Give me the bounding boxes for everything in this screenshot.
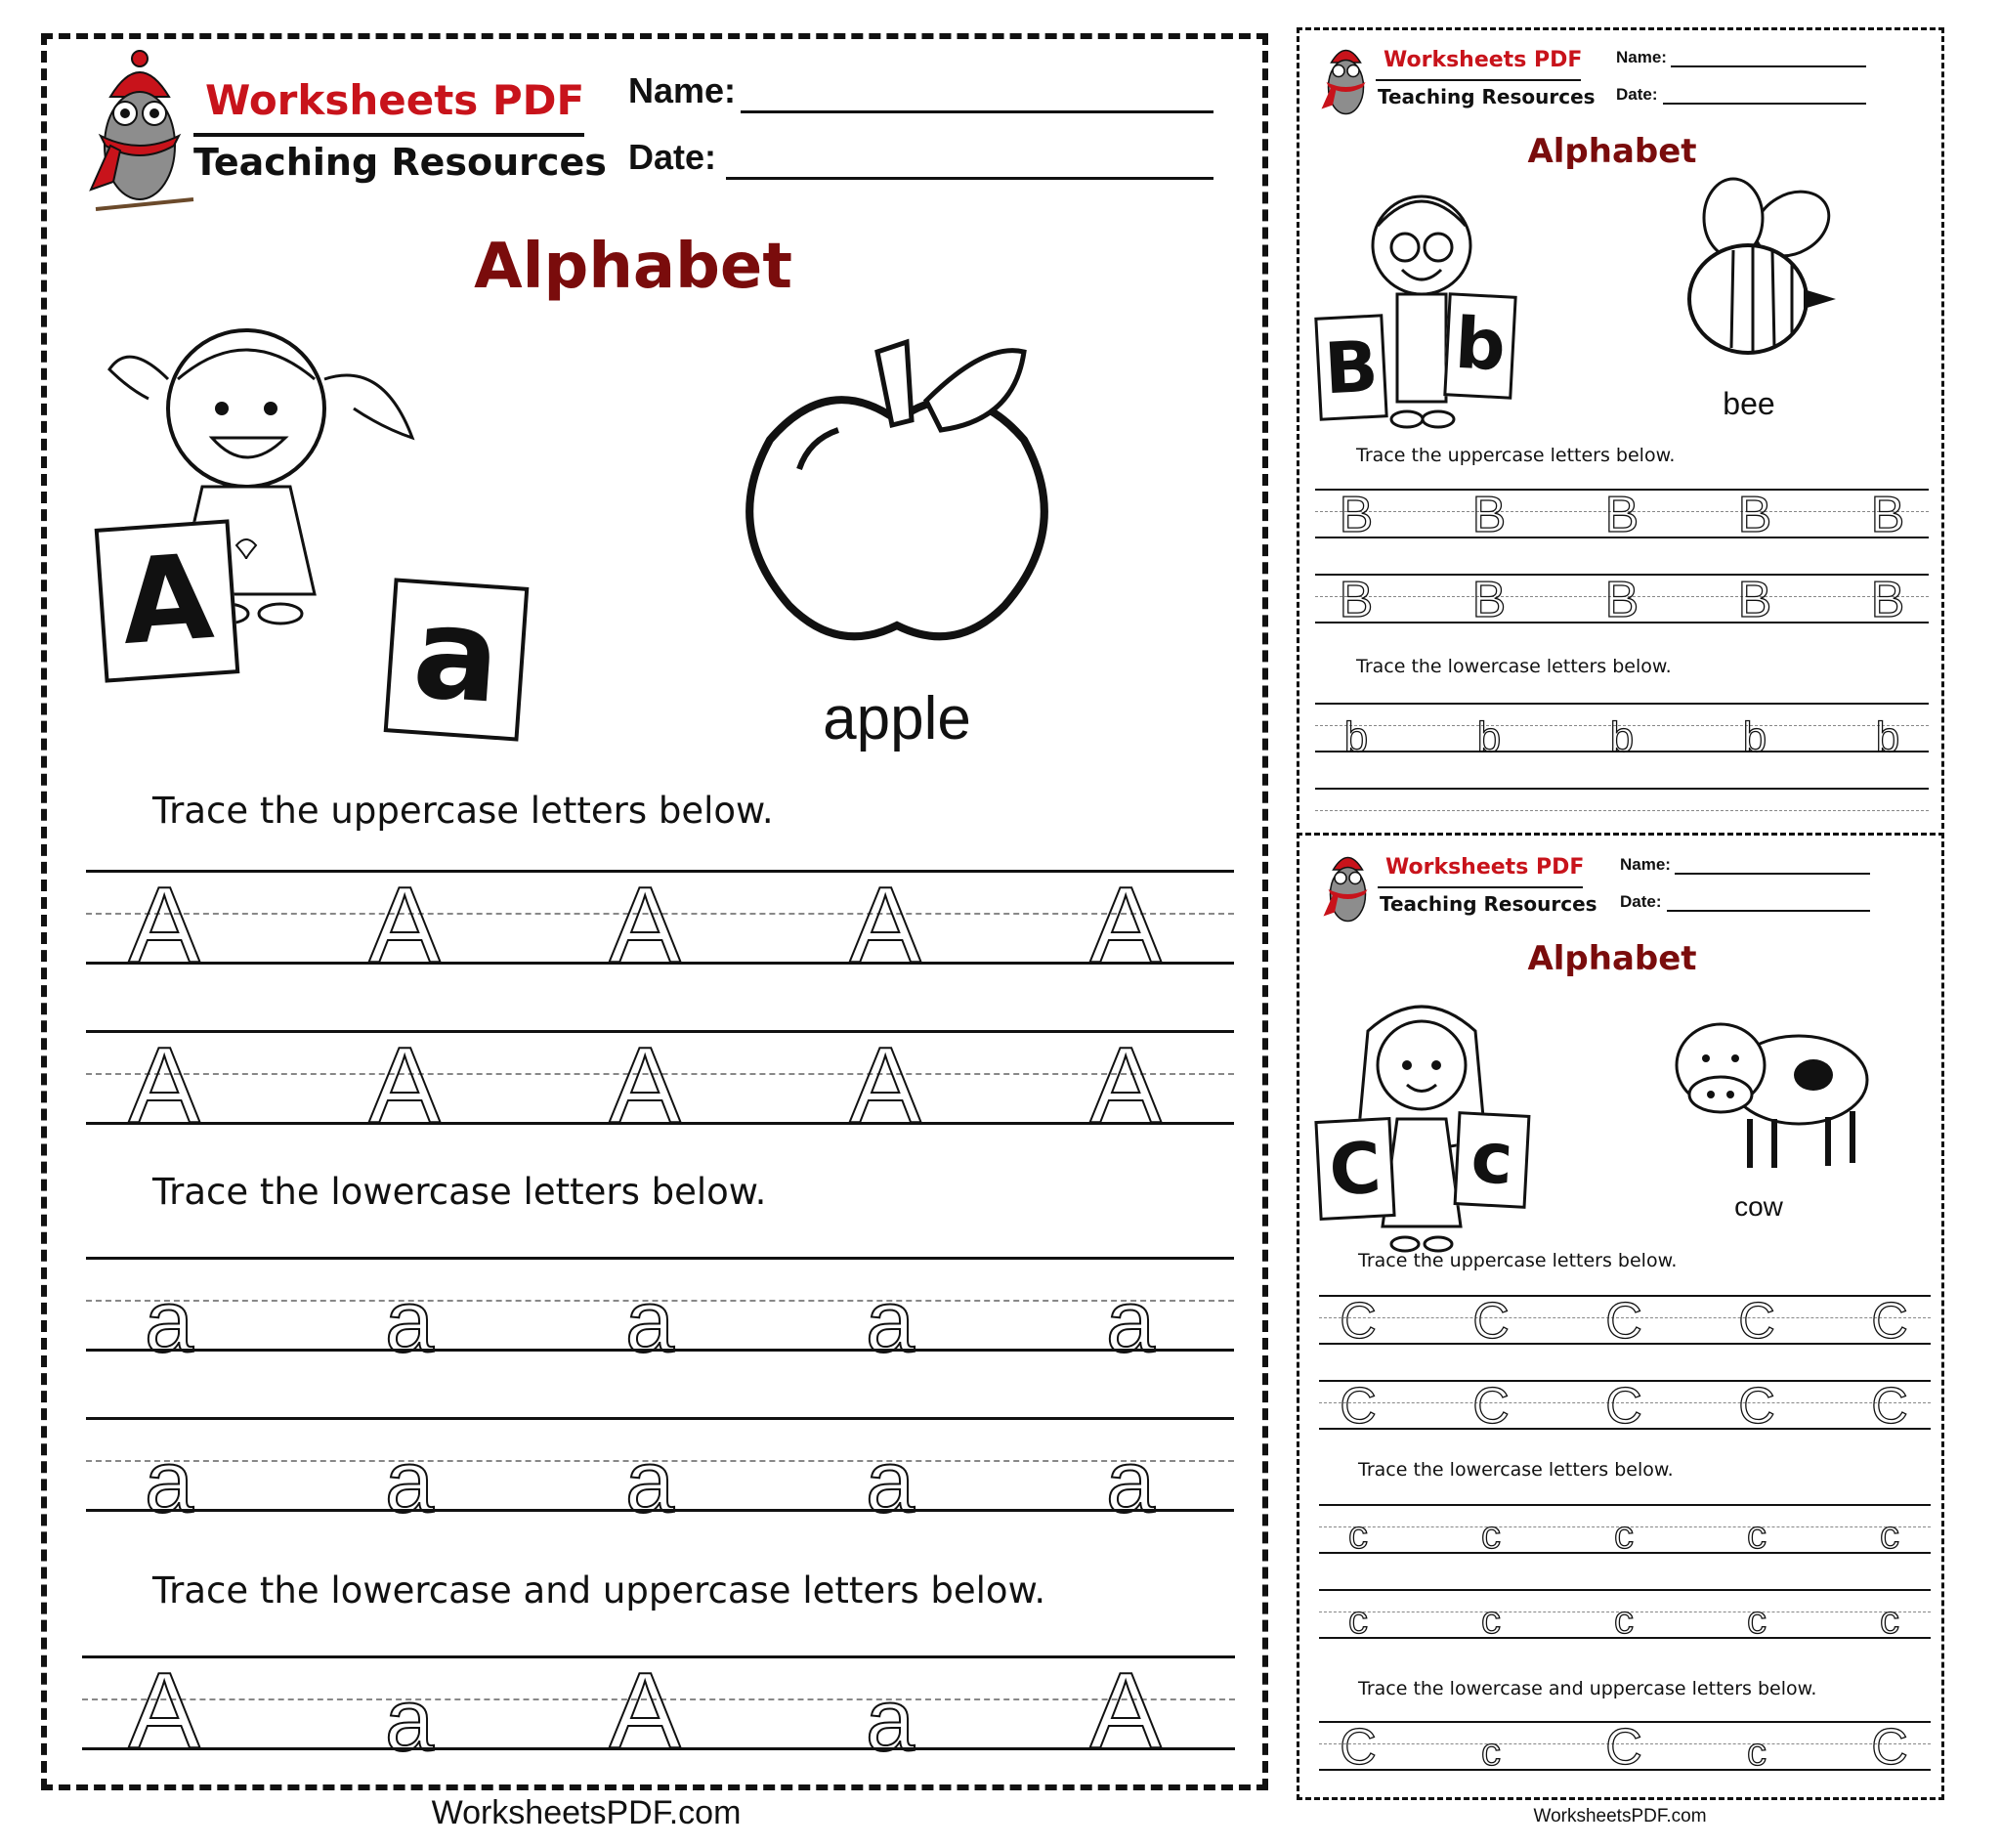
trace-letter[interactable]: A — [609, 1651, 681, 1771]
trace-letter[interactable]: c — [1348, 1514, 1368, 1557]
trace-letter[interactable]: A — [609, 1025, 681, 1145]
trace-letter[interactable]: a — [865, 1434, 915, 1531]
lowercase-instruction: Trace the lowercase letters below. — [152, 1171, 767, 1213]
trace-letter[interactable]: C — [1605, 1293, 1642, 1350]
trace-letter[interactable]: A — [368, 865, 441, 985]
card-letter: b — [1453, 301, 1509, 387]
card-letter: C — [1327, 1126, 1384, 1212]
trace-letter[interactable]: C — [1871, 1719, 1908, 1776]
card-letter: B — [1322, 324, 1381, 410]
guide-line — [1319, 1504, 1931, 1506]
picture-word: bee — [1723, 386, 1775, 421]
trace-letter[interactable]: A — [128, 1025, 200, 1145]
uppercase-instruction: Trace the uppercase letters below. — [1356, 445, 1676, 466]
trace-letter[interactable]: a — [384, 1434, 435, 1531]
name-field[interactable] — [1671, 65, 1866, 67]
trace-letter[interactable]: a — [624, 1434, 675, 1531]
apple-icon — [731, 332, 1063, 665]
trace-letter[interactable]: a — [624, 1273, 675, 1371]
brand-name: Worksheets PDF — [1385, 855, 1585, 880]
date-field[interactable] — [726, 177, 1213, 180]
date-label: Date: — [1616, 85, 1658, 104]
trace-letter[interactable]: c — [1481, 1731, 1501, 1774]
owl-logo-icon — [86, 53, 193, 219]
trace-letter[interactable]: A — [1089, 865, 1162, 985]
trace-letter[interactable]: C — [1340, 1719, 1377, 1776]
card-letter: c — [1469, 1115, 1515, 1201]
owl-logo-icon — [1319, 38, 1373, 126]
trace-letter[interactable]: a — [865, 1273, 915, 1371]
trace-letter[interactable]: a — [384, 1672, 435, 1770]
name-field[interactable] — [741, 110, 1213, 113]
trace-letter[interactable]: A — [609, 865, 681, 985]
card-letter: A — [116, 529, 218, 672]
trace-letter[interactable]: c — [1348, 1599, 1368, 1642]
name-label: Name: — [1620, 855, 1671, 874]
lowercase-card — [384, 578, 530, 741]
trace-letter[interactable]: B — [1471, 487, 1507, 543]
picture-word: apple — [823, 685, 971, 752]
date-label: Date: — [628, 137, 717, 177]
uppercase-card — [95, 519, 240, 682]
trace-letter[interactable]: A — [1089, 1651, 1162, 1771]
trace-letter[interactable]: c — [1747, 1599, 1767, 1642]
brand-divider — [1376, 79, 1581, 81]
name-field[interactable] — [1675, 873, 1870, 875]
trace-letter[interactable]: B — [1870, 487, 1905, 543]
trace-letter[interactable]: B — [1737, 487, 1772, 543]
trace-letter[interactable]: A — [128, 865, 200, 985]
trace-letter[interactable]: c — [1614, 1599, 1634, 1642]
trace-letter[interactable]: C — [1738, 1293, 1775, 1350]
trace-letter[interactable]: A — [849, 1025, 921, 1145]
trace-letter[interactable]: B — [1471, 572, 1507, 628]
trace-letter[interactable]: a — [384, 1273, 435, 1371]
guide-line — [1315, 788, 1929, 790]
footer-website: WorksheetsPDF.com — [431, 1794, 742, 1831]
trace-letter[interactable]: B — [1339, 572, 1374, 628]
name-label: Name: — [1616, 48, 1667, 66]
trace-letter[interactable]: b — [1875, 713, 1900, 761]
trace-letter[interactable]: c — [1747, 1731, 1767, 1774]
trace-letter[interactable]: c — [1880, 1599, 1899, 1642]
mixed-instruction: Trace the lowercase and uppercase letters below. — [152, 1569, 1046, 1612]
trace-letter[interactable]: b — [1343, 713, 1369, 761]
name-label: Name: — [628, 70, 737, 110]
trace-letter[interactable]: a — [865, 1672, 915, 1770]
uppercase-card — [1314, 314, 1387, 421]
worksheet-a — [41, 33, 1268, 1790]
lowercase-instruction: Trace the lowercase letters below. — [1356, 656, 1672, 677]
trace-letter[interactable]: A — [849, 865, 921, 985]
trace-letter[interactable]: a — [1105, 1434, 1156, 1531]
date-field[interactable] — [1667, 910, 1870, 912]
trace-letter[interactable]: B — [1604, 572, 1639, 628]
page-title: Alphabet — [474, 231, 792, 303]
page-title: Alphabet — [1527, 132, 1697, 171]
cow-icon — [1667, 1002, 1882, 1178]
brand-tagline: Teaching Resources — [1380, 892, 1597, 916]
brand-tagline: Teaching Resources — [193, 141, 607, 184]
trace-letter[interactable]: c — [1880, 1514, 1899, 1557]
guide-line — [1315, 703, 1929, 705]
brand-tagline: Teaching Resources — [1378, 85, 1596, 108]
brand-name: Worksheets PDF — [1384, 48, 1583, 72]
brand-name: Worksheets PDF — [205, 76, 585, 124]
guide-line — [86, 1417, 1234, 1420]
trace-letter[interactable]: B — [1870, 572, 1905, 628]
card-letter: a — [408, 578, 505, 732]
trace-letter[interactable]: C — [1340, 1293, 1377, 1350]
bee-icon — [1684, 177, 1880, 372]
worksheet-c — [1297, 833, 1944, 1800]
trace-letter[interactable]: b — [1476, 713, 1502, 761]
picture-word: cow — [1734, 1191, 1783, 1222]
brand-divider — [193, 133, 584, 137]
trace-letter[interactable]: C — [1871, 1293, 1908, 1350]
date-label: Date: — [1620, 892, 1662, 911]
guide-line — [86, 1257, 1234, 1260]
uppercase-instruction: Trace the uppercase letters below. — [1358, 1250, 1678, 1271]
trace-letter[interactable]: B — [1737, 572, 1772, 628]
trace-letter[interactable]: B — [1604, 487, 1639, 543]
trace-letter[interactable]: b — [1742, 713, 1767, 761]
guide-midline — [1315, 810, 1929, 811]
lowercase-card — [1454, 1111, 1531, 1209]
trace-letter[interactable]: A — [1089, 1025, 1162, 1145]
trace-letter[interactable]: a — [144, 1434, 194, 1531]
footer-website: WorksheetsPDF.com — [1533, 1806, 1707, 1827]
owl-logo-icon — [1321, 845, 1375, 933]
trace-letter[interactable]: A — [368, 1025, 441, 1145]
trace-letter[interactable]: C — [1472, 1293, 1510, 1350]
page-title: Alphabet — [1527, 939, 1697, 978]
trace-letter[interactable]: C — [1871, 1378, 1908, 1435]
mixed-instruction: Trace the lowercase and uppercase letters below. — [1358, 1678, 1817, 1699]
uppercase-instruction: Trace the uppercase letters below. — [152, 790, 774, 832]
trace-letter[interactable]: c — [1747, 1514, 1767, 1557]
trace-letter[interactable]: A — [128, 1651, 200, 1771]
trace-letter[interactable]: B — [1339, 487, 1374, 543]
lowercase-instruction: Trace the lowercase letters below. — [1358, 1459, 1674, 1481]
trace-letter[interactable]: a — [144, 1273, 194, 1371]
worksheet-b — [1297, 27, 1944, 829]
uppercase-card — [1314, 1117, 1395, 1221]
lowercase-card — [1443, 292, 1516, 400]
trace-letter[interactable]: c — [1481, 1514, 1501, 1557]
trace-letter[interactable]: c — [1481, 1599, 1501, 1642]
trace-letter[interactable]: C — [1340, 1378, 1377, 1435]
guide-line — [1319, 1589, 1931, 1591]
date-field[interactable] — [1663, 103, 1866, 105]
trace-letter[interactable]: C — [1605, 1378, 1642, 1435]
trace-letter[interactable]: b — [1609, 713, 1635, 761]
trace-letter[interactable]: C — [1738, 1378, 1775, 1435]
trace-letter[interactable]: c — [1614, 1514, 1634, 1557]
trace-letter[interactable]: C — [1472, 1378, 1510, 1435]
trace-letter[interactable]: a — [1105, 1273, 1156, 1371]
brand-divider — [1378, 886, 1583, 888]
trace-letter[interactable]: C — [1605, 1719, 1642, 1776]
